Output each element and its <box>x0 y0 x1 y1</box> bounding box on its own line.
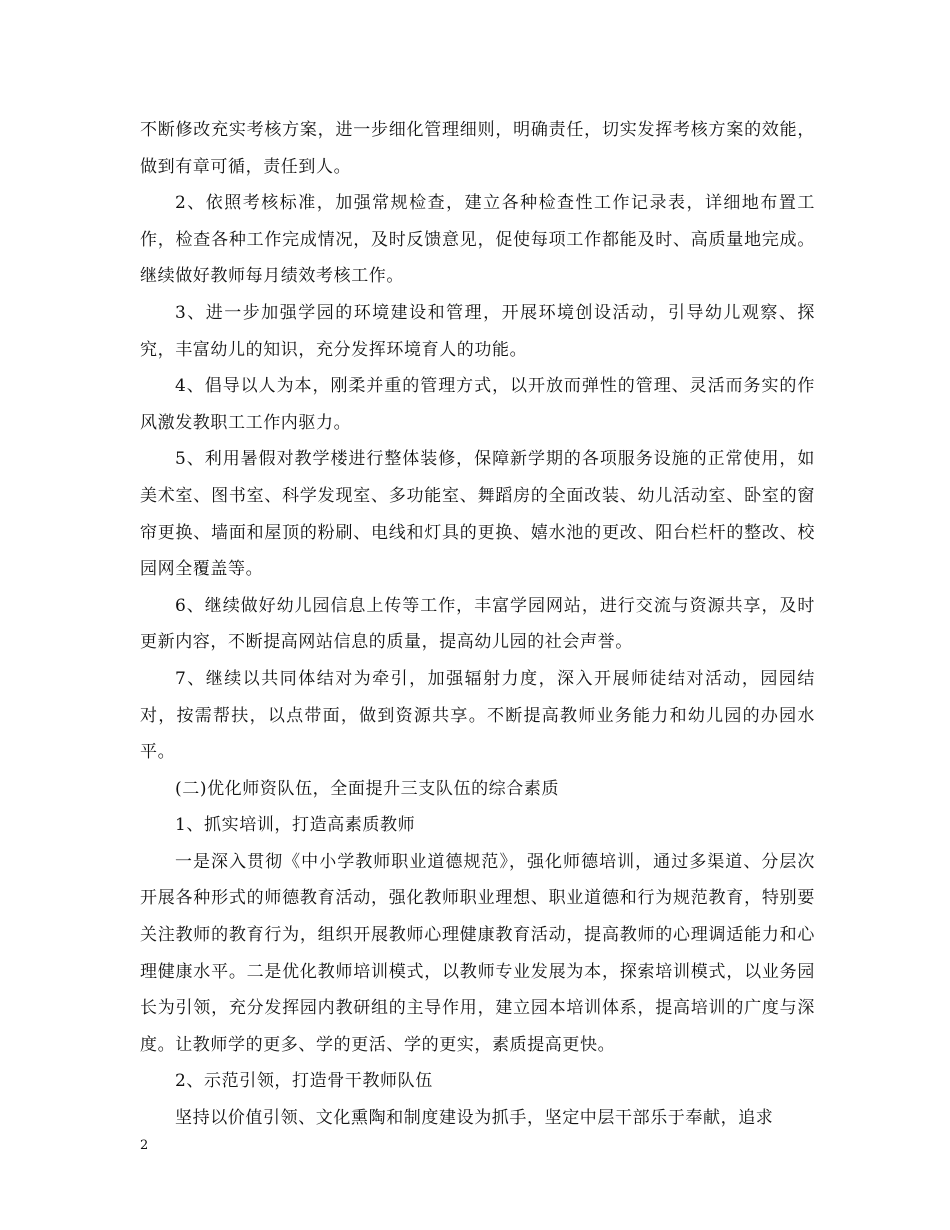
paragraph: 不断修改充实考核方案，进一步细化管理细则，明确责任，切实发挥考核方案的效能，做到有章可循，责任到人。 <box>140 120 815 177</box>
paragraph: (二)优化师资队伍，全面提升三支队伍的综合素质 <box>175 778 560 799</box>
paragraph: 2、示范引领，打造骨干教师队伍 <box>175 1071 433 1092</box>
paragraph: 一是深入贯彻《中小学教师职业道德规范》，强化师德培训，通过多渠道、分层次开展各种形式的师德教育活动，强化教师职业理想、职业道德和行为规范教育，特别要关注教师的教育行为，组织开展教师心理健康教育活动，提高教师的心理调适能力和心理健康水平。二是优化教师培训模式，以教师专业发展为本，探索培训模式，以业务园长为引领，充分发挥园内教研组的主导作用，建立园本培训体系，提高培训的广度与深度。让教师学的更多、学的更活、学的更实，素质提高更快。 <box>140 851 815 1055</box>
paragraph: 7、继续以共同体结对为牵引，加强辐射力度，深入开展师徒结对活动，园园结对，按需帮扶，以点带面，做到资源共享。不断提高教师业务能力和幼儿园的办园水平。 <box>140 668 815 763</box>
paragraph: 4、倡导以人为本，刚柔并重的管理方式，以开放而弹性的管理、灵活而务实的作风激发教职工工作内驱力。 <box>140 376 815 433</box>
paragraph: 坚持以价值引领、文化熏陶和制度建设为抓手，坚定中层干部乐于奉献，追求 <box>175 1108 774 1129</box>
paragraph: 6、继续做好幼儿园信息上传等工作，丰富学园网站，进行交流与资源共享，及时更新内容，不断提高网站信息的质量，提高幼儿园的社会声誉。 <box>140 595 815 653</box>
paragraph: 1、抓实培训，打造高素质教师 <box>175 815 416 836</box>
paragraph: 3、进一步加强学园的环境建设和管理，开展环境创设活动，引导幼儿观察、探究，丰富幼儿的知识，充分发挥环境育人的功能。 <box>140 302 815 360</box>
document-body <box>140 112 815 1137</box>
paragraph: 5、利用暑假对教学楼进行整体装修，保障新学期的各项服务设施的正常使用，如美术室、图书室、科学发现室、多功能室、舞蹈房的全面改装、幼儿活动室、卧室的窗帘更换、墙面和屋顶的粉刷、电线和灯具的更换、嬉水池的更改、阳台栏杆的整改、校园网全覆盖等。 <box>140 449 815 580</box>
paragraph: 2、依照考核标准，加强常规检查，建立各种检查性工作记录表，详细地布置工作，检查各种工作完成情况，及时反馈意见，促使每项工作都能及时、高质量地完成。继续做好教师每月绩效考核工作。 <box>140 193 815 287</box>
page-number: 2 <box>140 1138 149 1153</box>
